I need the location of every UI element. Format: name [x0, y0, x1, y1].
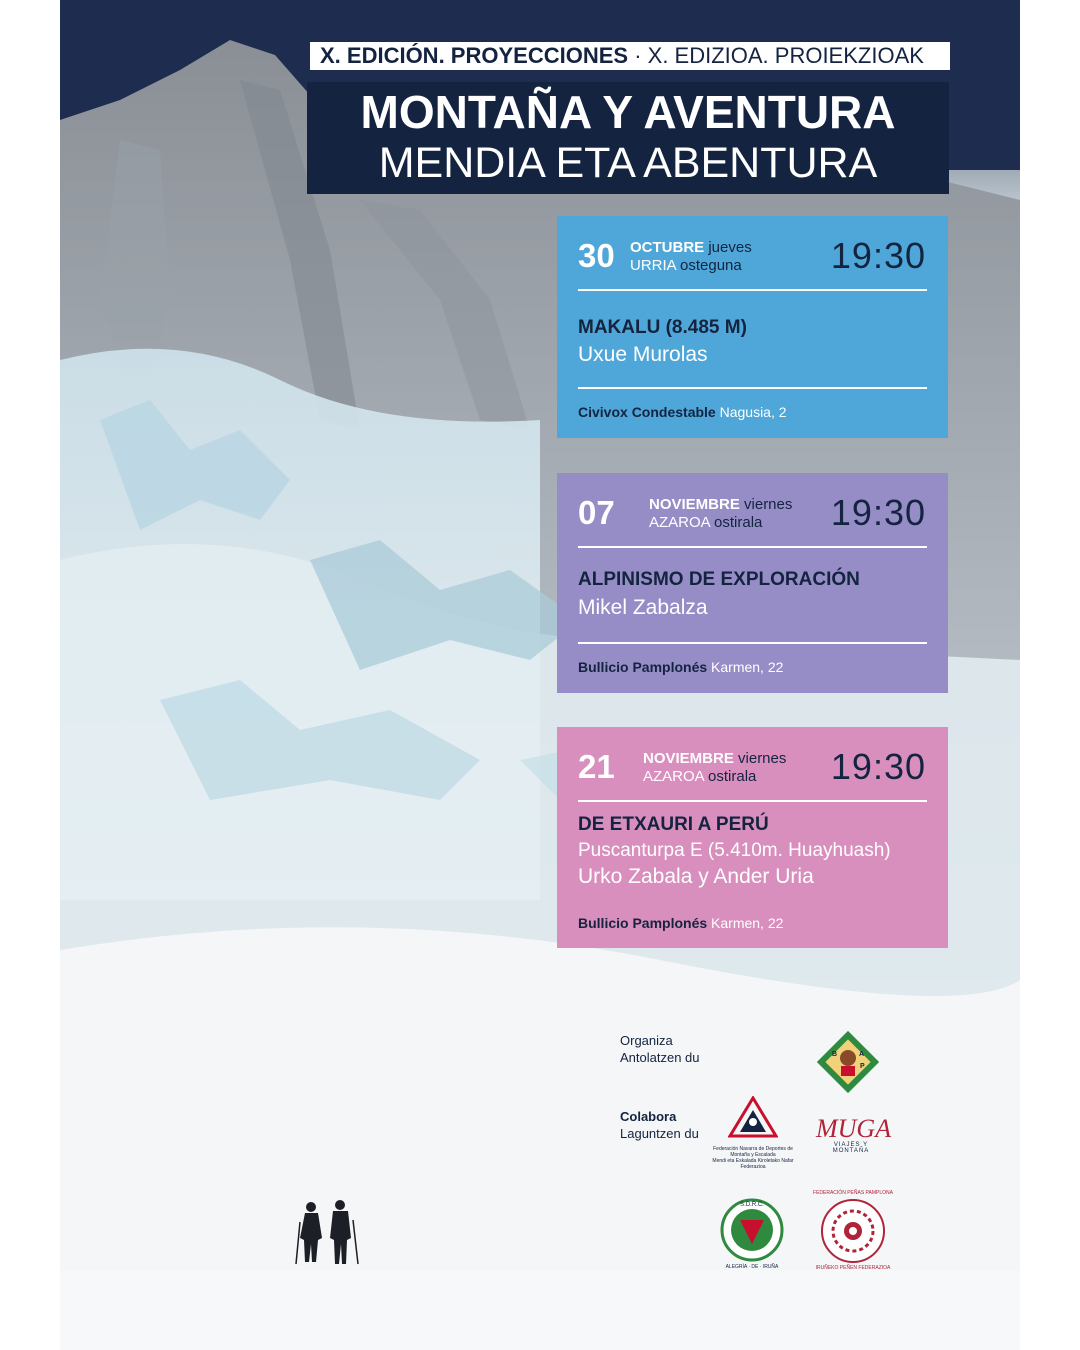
event-speaker: Mikel Zabalza — [578, 596, 708, 619]
event-speaker: Uxue Murolas — [578, 343, 708, 366]
event-month-es: NOVIEMBRE — [649, 496, 740, 513]
organizer-label — [620, 1032, 700, 1066]
event-months — [643, 750, 786, 786]
venue-address: Karmen, 22 — [711, 915, 784, 931]
event-speaker: Urko Zabala y Ander Uria — [578, 865, 814, 888]
penas-logo — [820, 1198, 886, 1264]
divider — [578, 800, 927, 802]
event-day: 07 — [578, 494, 615, 531]
event-month-eu: URRIA — [630, 257, 676, 274]
sdrc-name: S.D.R.C. — [740, 1202, 764, 1208]
venue-name: Bullicio Pamplonés — [578, 659, 708, 675]
venue-address: Nagusia, 2 — [719, 404, 787, 420]
event-time: 19:30 — [830, 746, 926, 787]
federation-name-es: Federación Navarra de Deportes de Montaña y Escalada — [713, 1146, 793, 1158]
venue-name: Civivox Condestable — [578, 404, 716, 420]
federation-logo — [728, 1096, 778, 1142]
penas-ring-bottom: IRUÑEKO PEÑEN FEDERAZIOA — [815, 1265, 891, 1271]
event-card-1 — [557, 216, 948, 438]
colabora-es: Colabora — [620, 1109, 677, 1124]
event-weekday-es: viernes — [738, 750, 787, 767]
event-weekday-es: jueves — [708, 239, 752, 256]
edition-eu: X. EDIZIOA. PROIEKZIOAK — [647, 43, 924, 68]
edition-banner — [310, 42, 950, 70]
organiza-es: Organiza — [620, 1033, 673, 1048]
event-title: MAKALU (8.485 M) — [578, 317, 747, 338]
edition-separator: · — [634, 43, 642, 68]
event-weekday-eu: ostirala — [708, 768, 757, 785]
event-weekday-eu: ostirala — [714, 514, 763, 531]
event-card-2 — [557, 473, 948, 693]
bap-logo — [810, 1024, 886, 1100]
poster — [60, 0, 1020, 1350]
event-day: 21 — [578, 748, 615, 785]
muga-tagline: VIAJES Y MONTAÑA — [832, 1142, 870, 1154]
title-eu: MENDIA ETA ABENTURA — [378, 139, 878, 187]
muga-logo — [816, 1114, 892, 1154]
federation-name — [706, 1146, 800, 1170]
event-title: DE ETXAURI A PERÚ — [578, 814, 769, 835]
svg-text:P: P — [860, 1063, 865, 1070]
federation-name-eu: Mendi eta Eskalada Kiroletako Nafar Federazioa — [712, 1158, 794, 1170]
divider — [578, 289, 927, 291]
event-month-es: NOVIEMBRE — [643, 750, 734, 767]
event-subtitle: Puscanturpa E (5.410m. Huayhuash) — [578, 840, 891, 861]
event-weekday-es: viernes — [744, 496, 793, 513]
divider — [578, 387, 927, 389]
title-es: MONTAÑA Y AVENTURA — [360, 86, 896, 138]
event-venue — [578, 914, 783, 932]
venue-name: Bullicio Pamplonés — [578, 915, 708, 931]
event-months — [630, 239, 752, 275]
divider — [578, 642, 927, 644]
sdrc-ring-text: ALEGRÍA · DE · IRUÑA — [725, 1264, 779, 1270]
event-month-eu: AZAROA — [649, 514, 710, 531]
event-venue — [578, 403, 787, 421]
event-weekday-eu: osteguna — [680, 257, 742, 274]
title-banner — [307, 82, 949, 194]
event-day: 30 — [578, 237, 615, 274]
penas-ring-top: FEDERACIÓN PEÑAS PAMPLONA — [813, 1190, 893, 1196]
muga-name: MUGA — [816, 1114, 892, 1143]
colabora-eu: Laguntzen du — [620, 1126, 699, 1141]
svg-text:B: B — [832, 1051, 838, 1058]
event-months — [649, 496, 792, 532]
event-month-eu: AZAROA — [643, 768, 704, 785]
venue-address: Karmen, 22 — [711, 659, 784, 675]
collaborator-label — [620, 1108, 699, 1142]
divider — [578, 546, 927, 548]
event-card-3 — [557, 727, 948, 948]
svg-text:A: A — [859, 1051, 865, 1058]
event-time: 19:30 — [830, 235, 926, 276]
event-title: ALPINISMO DE EXPLORACIÓN — [578, 569, 860, 590]
edition-es: X. EDICIÓN. PROYECCIONES — [320, 43, 629, 68]
event-venue — [578, 658, 783, 676]
event-time: 19:30 — [830, 492, 926, 533]
organiza-eu: Antolatzen du — [620, 1050, 700, 1065]
event-month-es: OCTUBRE — [630, 239, 705, 256]
